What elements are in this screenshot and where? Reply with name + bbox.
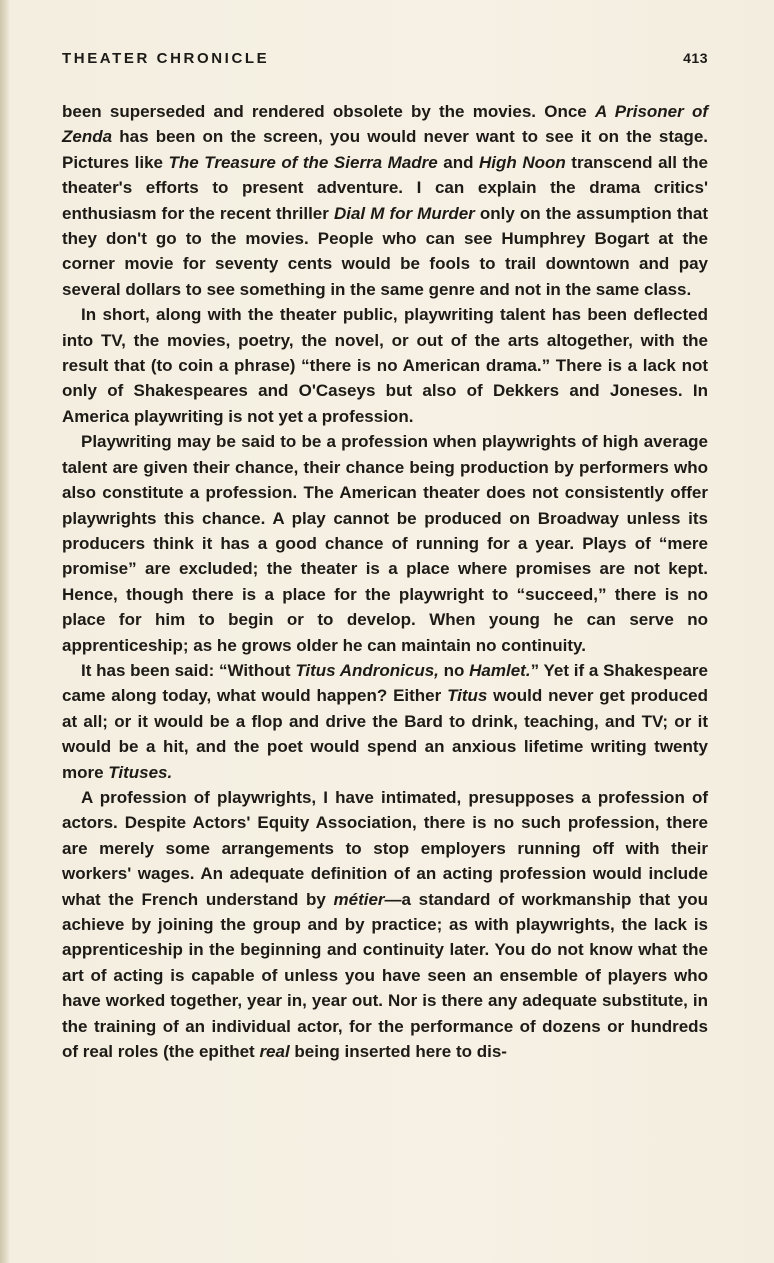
italic-title-text: Tituses. [108, 762, 173, 782]
paragraph [62, 658, 708, 785]
italic-title-text: métier [333, 889, 385, 909]
italic-title-text: A Prisoner of Zenda [62, 102, 708, 147]
running-head [62, 50, 708, 72]
paragraph-text: ” Yet if a Shakespeare came along today, what would happen? Either [62, 660, 708, 706]
italic-title-text: Dial M for Murder [333, 203, 475, 223]
paragraph-text: and [437, 152, 480, 172]
paragraph [62, 785, 708, 1064]
paragraph [62, 302, 708, 429]
paragraph-text: A profession of playwrights, I have intimated, presupposes a profession of actors. Despite Actors' Equity Association, there is no such profession, there are merely some arrangements to stop employers running off with their workers' wages. An adequate definition of an acting profession would include what the French understand by [62, 787, 708, 909]
paragraph-text: no [438, 660, 470, 680]
italic-title-text: Titus [447, 686, 488, 706]
page-gutter-shadow [0, 0, 10, 1263]
paragraph-text: has been on the screen, you would never want to see it on the stage. Pictures like [62, 127, 708, 172]
italic-title-text: The Treasure of the Sierra Madre [168, 152, 438, 172]
running-title: THEATER CHRONICLE [62, 50, 270, 67]
paragraph [62, 99, 708, 302]
paragraph-text: In short, along with the theater public, playwriting talent has been deflected into TV, the movies, poetry, the novel, or out of the arts altogether, with the result that (to coin a phrase) “there is no American drama.” There is a lack not only of Shakespeares and O'Caseys but also of Dekkers and Joneses. In America playwriting is not yet a profession. [62, 305, 708, 426]
italic-title-text: Hamlet. [469, 660, 531, 680]
body-text [62, 99, 708, 1064]
paragraph-text: being inserted here to dis- [289, 1042, 507, 1062]
paragraph-text: only on the assumption that they don't go to the movies. People who can see Humphrey Bogart at the corner movie for seventy cents would be fools to trail downtown and pay several dollars to see something in the same genre and not in the same class. [62, 203, 708, 299]
page-number: 413 [683, 50, 708, 66]
paragraph-text: Playwriting may be said to be a profession when playwrights of high average talent are given their chance, their chance being production by performers who also constitute a profession. The American theater does not consistently offer playwrights this chance. A play cannot be produced on Broadway unless its producers think it has a good chance of running for a year. Plays of “mere promise” are excluded; the theater is a place where promises are not kept. Hence, though there is a place for the playwright to “succeed,” there is no place for him to begin or to develop. When young he can serve no apprenticeship; as he grows older he can maintain no continuity. [62, 432, 708, 655]
paragraph-text: —a standard of workmanship that you achieve by joining the group and by practice; as with playwrights, the lack is apprenticeship in the beginning and continuity later. You do not know what the art of acting is capable of unless you have seen an ensemble of players who have worked together, year in, year out. Nor is there any adequate substitute, in the training of an individual actor, for the performance of dozens or hundreds of real roles (the epithet [62, 889, 709, 1062]
paragraph-text: transcend all the theater's efforts to present adventure. I can explain the drama critics' enthusiasm for the recent thriller [62, 152, 709, 223]
paragraph-text: been superseded and rendered obsolete by the movies. Once [62, 102, 595, 121]
paragraph-text: It has been said: “Without [81, 660, 296, 680]
paragraph-text: would never get produced at all; or it would be a flop and drive the Bard to drink, teaching, and TV; or it would be a hit, and the poet would spend an anxious lifetime writing twenty more [62, 686, 708, 782]
italic-title-text: High Noon [479, 152, 566, 172]
paragraph [62, 429, 708, 658]
italic-title-text: real [259, 1042, 290, 1062]
italic-title-text: Titus Andronicus, [295, 660, 439, 680]
